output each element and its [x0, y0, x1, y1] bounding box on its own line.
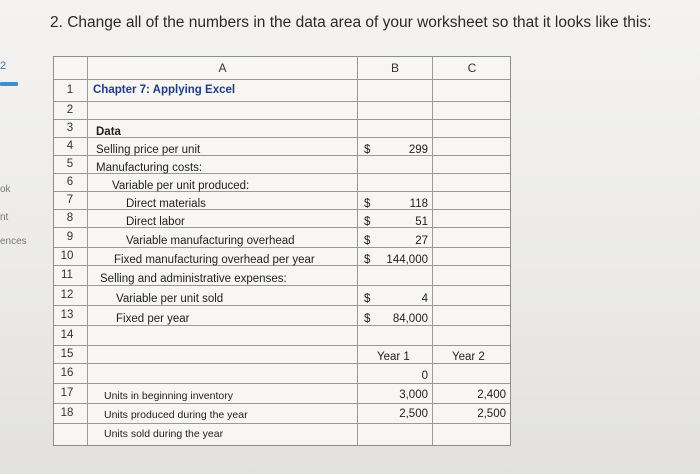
currency-symbol: $ — [364, 198, 371, 210]
row-number[interactable]: 2 — [66, 104, 74, 116]
label-fixed-overhead[interactable]: Fixed manufacturing overhead per year — [114, 254, 315, 266]
label-direct-labor[interactable]: Direct labor — [126, 216, 185, 228]
row-number[interactable]: 12 — [60, 289, 74, 301]
row-number[interactable]: 6 — [66, 176, 74, 188]
row-number[interactable]: 4 — [66, 140, 74, 152]
value-variable-overhead[interactable]: 27 — [415, 235, 428, 247]
label-variable-per-unit-sold[interactable]: Variable per unit sold — [116, 293, 224, 305]
currency-symbol: $ — [364, 293, 371, 305]
header-divider — [54, 79, 510, 80]
col-a-divider — [357, 57, 358, 445]
col-header-b[interactable]: B — [390, 61, 399, 75]
row-number[interactable]: 18 — [60, 407, 74, 419]
value-direct-labor[interactable]: 51 — [415, 216, 428, 228]
row-number[interactable]: 13 — [60, 309, 74, 321]
value-units-sold-year1[interactable]: 2,500 — [399, 408, 428, 420]
left-selection-bar — [0, 82, 18, 86]
label-direct-materials[interactable]: Direct materials — [126, 198, 206, 210]
label-units-produced[interactable]: Units produced during the year — [104, 409, 248, 421]
label-units-sold[interactable]: Units sold during the year — [104, 428, 224, 440]
sheet-title[interactable]: Chapter 7: Applying Excel — [93, 84, 236, 96]
label-fixed-per-year[interactable]: Fixed per year — [116, 313, 190, 325]
value-selling-price[interactable]: 299 — [408, 144, 428, 156]
value-variable-per-unit-sold[interactable]: 4 — [421, 293, 428, 305]
value-fixed-overhead[interactable]: 144,000 — [386, 254, 428, 266]
value-units-sold-year2[interactable]: 2,500 — [477, 408, 506, 420]
currency-symbol: $ — [364, 235, 371, 247]
col-b-divider — [432, 57, 433, 445]
row-number[interactable]: 9 — [66, 231, 74, 243]
left-fragment-nt: nt — [0, 212, 9, 223]
instruction-text: 2. Change all of the numbers in the data area of your worksheet so that it looks like this: — [50, 14, 652, 31]
year-2-header[interactable]: Year 2 — [452, 351, 485, 363]
row-number[interactable]: 3 — [66, 122, 74, 134]
row-number[interactable]: 14 — [60, 329, 74, 341]
row-number[interactable]: 5 — [66, 158, 74, 170]
row-number[interactable]: 10 — [60, 250, 74, 262]
currency-symbol: $ — [364, 254, 371, 266]
spreadsheet — [53, 56, 511, 446]
value-fixed-per-year[interactable]: 84,000 — [392, 313, 428, 325]
row-number[interactable]: 16 — [60, 367, 74, 379]
label-manufacturing-costs[interactable]: Manufacturing costs: — [96, 162, 203, 174]
left-fragment-ok: ok — [0, 184, 11, 195]
value-beginning-inventory-year1[interactable]: 0 — [421, 370, 428, 382]
label-variable-per-unit-produced[interactable]: Variable per unit produced: — [112, 180, 250, 192]
col-header-c[interactable]: C — [467, 61, 477, 75]
label-units-beginning-inventory[interactable]: Units in beginning inventory — [104, 390, 233, 402]
left-fragment-ences: ences — [0, 236, 27, 247]
row-number[interactable]: 17 — [60, 387, 74, 399]
value-units-produced-year1[interactable]: 3,000 — [399, 389, 428, 401]
label-selling-admin-expenses[interactable]: Selling and administrative expenses: — [100, 273, 287, 285]
row-number[interactable]: 1 — [66, 84, 74, 96]
currency-symbol: $ — [364, 216, 371, 228]
left-fragment-number: 2 — [0, 60, 7, 72]
label-data[interactable]: Data — [96, 126, 121, 138]
row-number[interactable]: 7 — [66, 194, 74, 206]
value-direct-materials[interactable]: 118 — [409, 198, 428, 210]
currency-symbol: $ — [364, 313, 371, 325]
row-number[interactable]: 15 — [60, 348, 74, 360]
currency-symbol: $ — [364, 144, 371, 156]
rownum-col-divider — [87, 57, 88, 445]
row-number[interactable]: 8 — [66, 212, 74, 224]
value-units-produced-year2[interactable]: 2,400 — [477, 389, 506, 401]
col-header-a[interactable]: A — [218, 61, 227, 75]
row-number[interactable]: 11 — [61, 269, 73, 281]
label-selling-price[interactable]: Selling price per unit — [96, 144, 201, 156]
year-1-header[interactable]: Year 1 — [377, 351, 410, 363]
label-variable-overhead[interactable]: Variable manufacturing overhead — [126, 235, 295, 247]
